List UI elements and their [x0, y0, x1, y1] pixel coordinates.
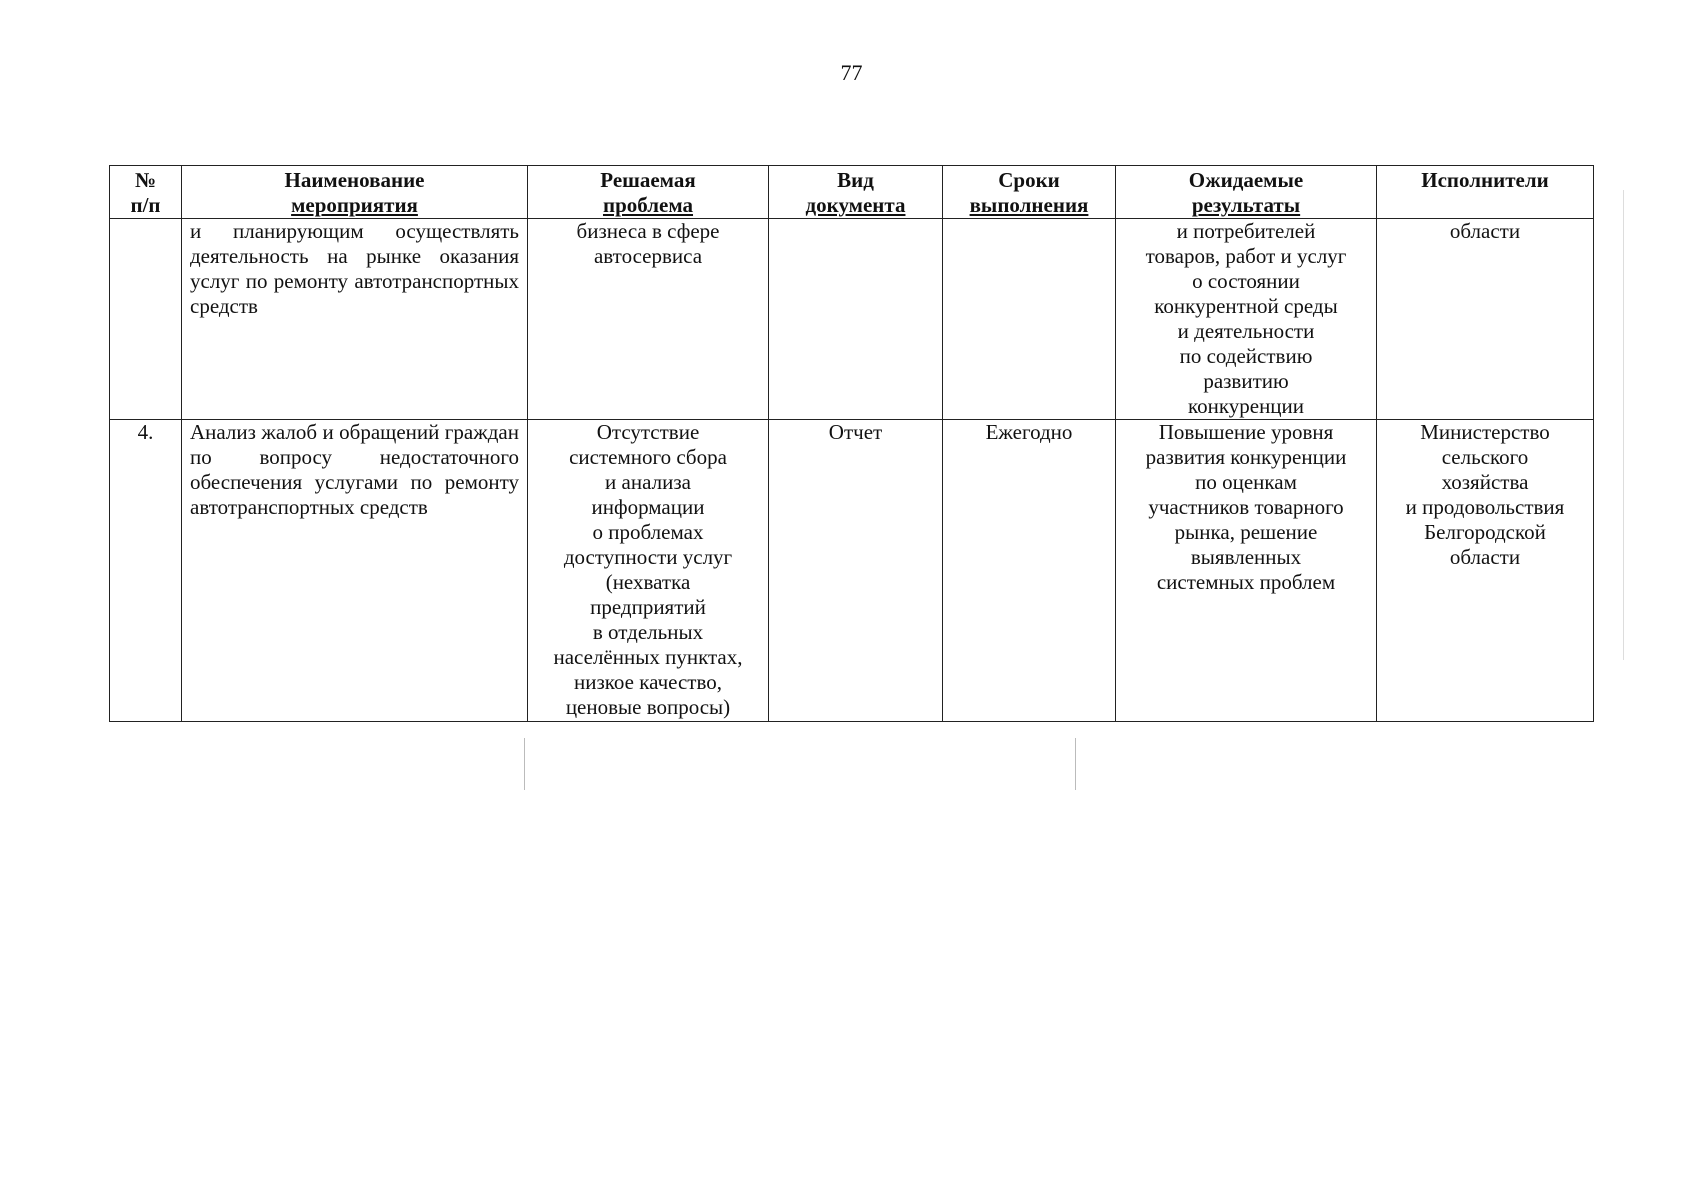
measure-name-cell: Анализ жалоб и обращений граждан по вопросу недостаточного обеспечения услугами по ремонту автотранспортных средств — [182, 420, 528, 722]
header-expected-results: Ожидаемые результаты — [1116, 166, 1377, 219]
header-document-type: Вид документа — [769, 166, 943, 219]
header-measure-name: Наименование мероприятия — [182, 166, 528, 219]
problem-cell: Отсутствие системного сбора и анализа информации о проблемах доступности услуг (нехватка предприятий в отдельных населённых пунктах, низкое качество, ценовые вопросы) — [528, 420, 769, 722]
row-number: 4. — [110, 420, 182, 722]
header-problem: Решаемая проблема — [528, 166, 769, 219]
executors-cell: Министерство сельского хозяйства и продовольствия Белгородской области — [1377, 420, 1594, 722]
expected-results-cell: и потребителей товаров, работ и услуг о состоянии конкурентной среды и деятельности по содействию развитию конкуренции — [1116, 219, 1377, 420]
scan-artifact-line — [524, 738, 525, 790]
table-row — [110, 219, 1594, 420]
row-number — [110, 219, 182, 420]
problem-cell: бизнеса в сфере автосервиса — [528, 219, 769, 420]
scan-artifact-line — [1623, 190, 1624, 660]
header-number: № п/п — [110, 166, 182, 219]
measure-name-cell: и планирующим осуществлять деятельность на рынке оказания услуг по ремонту автотранспортных средств — [182, 219, 528, 420]
expected-results-cell: Повышение уровня развития конкуренции по оценкам участников товарного рынка, решение выявленных системных проблем — [1116, 420, 1377, 722]
header-deadline: Сроки выполнения — [943, 166, 1116, 219]
deadline-cell — [943, 219, 1116, 420]
page-number: 77 — [840, 60, 863, 85]
document-type-cell — [769, 219, 943, 420]
executors-cell: области — [1377, 219, 1594, 420]
measures-table — [109, 165, 1594, 722]
document-type-cell: Отчет — [769, 420, 943, 722]
deadline-cell: Ежегодно — [943, 420, 1116, 722]
scan-artifact-line — [1075, 738, 1076, 790]
header-executors: Исполнители — [1377, 166, 1594, 219]
table-row — [110, 420, 1594, 722]
table-header-row — [110, 166, 1594, 219]
